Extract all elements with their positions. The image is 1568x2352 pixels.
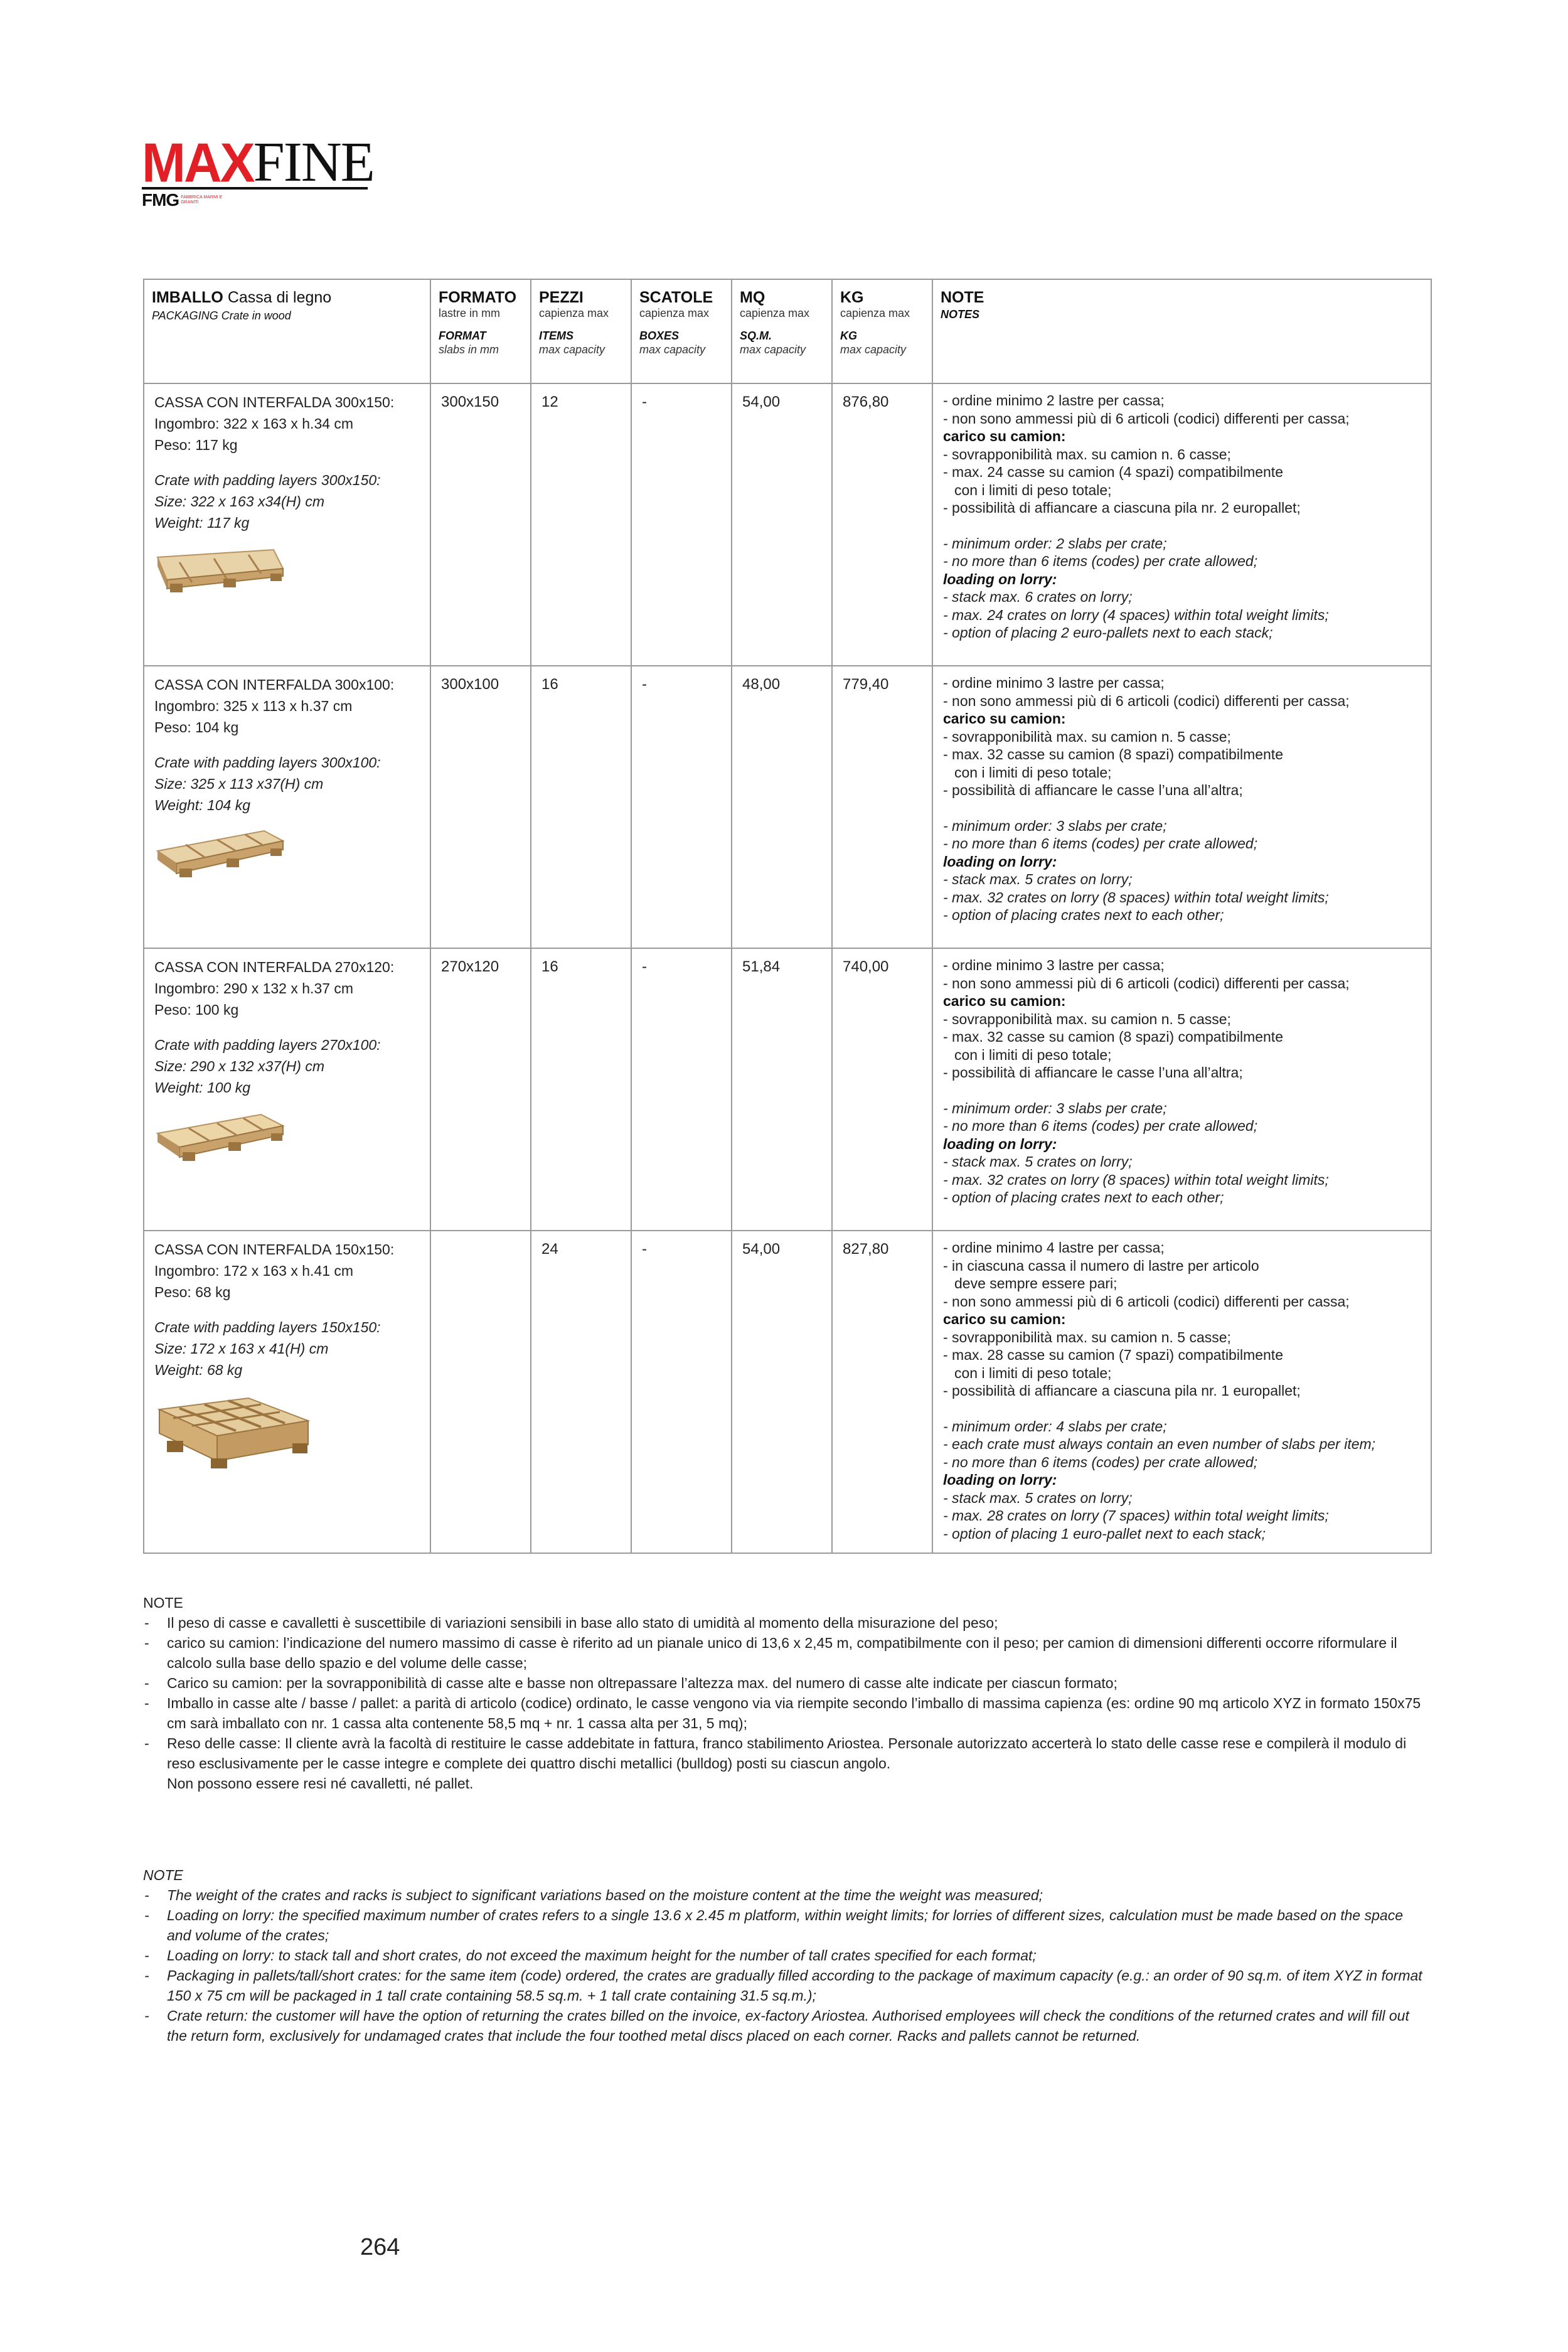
note-line: - stack max. 5 crates on lorry;	[943, 1153, 1133, 1170]
note-line: - non sono ammessi più di 6 articoli (codici) differenti per cassa;	[943, 410, 1350, 427]
notes-title: NOTE	[143, 1867, 183, 1883]
note-line: - ordine minimo 4 lastre per cassa;	[943, 1239, 1165, 1256]
crate-weight-it: Peso: 117 kg	[154, 437, 238, 453]
note-heading: carico su camion:	[943, 993, 1066, 1009]
note-line: con i limiti di peso totale;	[954, 1364, 1112, 1381]
header-sqm-title: MQ	[740, 289, 765, 306]
sqm-cell: 54,00	[732, 1231, 832, 1553]
header-boxes-en-sub: max capacity	[639, 343, 706, 356]
note-line: - option of placing 2 euro-pallets next to each stack;	[943, 624, 1273, 641]
logo-fmg-subtext: FABBRICA MARMI E GRANITI	[181, 195, 223, 205]
note-line: - no more than 6 items (codes) per crate allowed;	[943, 835, 1258, 852]
boxes-cell: -	[631, 666, 732, 948]
header-items-en-sub: max capacity	[539, 343, 605, 356]
note-item: Non possono essere resi né cavalletti, né pallet.	[167, 1775, 474, 1792]
header-kg-title: KG	[840, 289, 864, 306]
packaging-table	[143, 279, 1432, 1554]
logo-fine-text: FINE	[253, 131, 374, 193]
note-item: - Il peso di casse e cavalletti è suscettibile di variazioni sensibili in base allo stato di umidità al momento della misurazione del peso;	[144, 1615, 998, 1631]
crate-name-it: CASSA CON INTERFALDA 300x100:	[154, 676, 395, 693]
note-line: - option of placing crates next to each other;	[943, 907, 1224, 923]
note-item: - Crate return: the customer will have the option of returning the crates billed on the invoice, ex-factory Ariostea. Authorised employees will check the conditions of the returned crates and will fill out the return form, exclusively for undamaged crates that include the four toothed metal discs placed on each corner. Racks and pallets cannot be returned.	[144, 2007, 1409, 2044]
items-cell: 16	[531, 666, 631, 948]
crate-size-en: Size: 325 x 113 x37(H) cm	[154, 776, 324, 792]
note-heading: loading on lorry:	[943, 853, 1057, 870]
header-notes-en: NOTES	[941, 308, 980, 321]
sqm-cell: 54,00	[732, 383, 832, 666]
note-line: - no more than 6 items (codes) per crate allowed;	[943, 1118, 1258, 1134]
note-line: - ordine minimo 3 lastre per cassa;	[943, 675, 1165, 691]
note-line: - minimum order: 4 slabs per crate;	[943, 1418, 1167, 1435]
note-line: - max. 24 crates on lorry (4 spaces) within total weight limits;	[943, 606, 1329, 623]
note-line: - max. 28 casse su camion (7 spazi) compatibilmente	[943, 1347, 1283, 1363]
crate-name-en: Crate with padding layers 300x100:	[154, 754, 381, 771]
note-line: con i limiti di peso totale;	[954, 481, 1112, 498]
header-format-en-sub: slabs in mm	[439, 343, 499, 356]
note-line: - max. 32 casse su camion (8 spazi) compatibilmente	[943, 1029, 1283, 1045]
crate-name-en: Crate with padding layers 150x150:	[154, 1319, 381, 1335]
crate-photo	[154, 826, 286, 882]
notes-cell	[932, 666, 1431, 948]
note-item: - carico su camion: l’indicazione del numero massimo di casse è riferito ad un pianale unico di 13,6 x 2,45 m, compatibilmente con il peso; per camion di dimensioni differenti occorre riformulare il calcolo sulla base dello spazio e del volume delle casse;	[144, 1635, 1397, 1671]
table-row	[144, 383, 1431, 666]
header-packaging-it-bold: IMBALLO	[152, 289, 223, 306]
logo-wordmark	[142, 131, 374, 194]
crate-photo	[154, 1108, 286, 1165]
format-cell	[430, 1231, 531, 1553]
crate-weight-en: Weight: 104 kg	[154, 797, 251, 813]
boxes-cell: -	[631, 383, 732, 666]
crate-photo	[154, 543, 286, 600]
note-item: - Loading on lorry: to stack tall and short crates, do not exceed the maximum height for the number of tall crates specified for each format;	[144, 1947, 1037, 1964]
header-kg-sub: capienza max	[840, 307, 910, 319]
note-line: - non sono ammessi più di 6 articoli (codici) differenti per cassa;	[943, 692, 1350, 709]
crate-size-it: Ingombro: 325 x 113 x h.37 cm	[154, 698, 353, 714]
header-sqm	[732, 279, 832, 383]
logo-fmg-text: FMG	[142, 190, 179, 210]
note-line: - option of placing 1 euro-pallet next to each stack;	[943, 1525, 1266, 1542]
note-line: - possibilità di affiancare a ciascuna pila nr. 2 europallet;	[943, 500, 1301, 516]
note-line: - stack max. 5 crates on lorry;	[943, 1489, 1133, 1506]
note-line: - minimum order: 3 slabs per crate;	[943, 817, 1167, 834]
items-cell: 12	[531, 383, 631, 666]
format-cell: 270x120	[430, 948, 531, 1231]
note-line: - no more than 6 items (codes) per crate allowed;	[943, 553, 1258, 569]
note-line: - possibilità di affiancare le casse l’una all’altra;	[943, 782, 1243, 798]
items-cell: 16	[531, 948, 631, 1231]
header-boxes-en: BOXES	[639, 329, 680, 342]
note-line: - ordine minimo 2 lastre per cassa;	[943, 392, 1165, 409]
notes-cell	[932, 948, 1431, 1231]
crate-photo	[154, 1391, 311, 1472]
header-boxes-title: SCATOLE	[639, 289, 713, 306]
crate-name-en: Crate with padding layers 300x150:	[154, 472, 381, 488]
format-cell: 300x150	[430, 383, 531, 666]
note-line: - minimum order: 2 slabs per crate;	[943, 535, 1167, 552]
table-row	[144, 1231, 1431, 1553]
header-items-en: ITEMS	[539, 329, 574, 342]
header-notes	[932, 279, 1431, 383]
note-item: - Loading on lorry: the specified maximum number of crates refers to a single 13.6 x 2.45 m platform, within weight limits; for lorries of different sizes, calculation must be made based on the space and volume of the crates;	[144, 1907, 1403, 1943]
crate-size-it: Ingombro: 290 x 132 x h.37 cm	[154, 980, 354, 997]
logo-max-text: MAX	[142, 131, 253, 194]
items-cell: 24	[531, 1231, 631, 1553]
note-heading: carico su camion:	[943, 428, 1066, 444]
boxes-cell: -	[631, 948, 732, 1231]
header-packaging-en: Crate in wood	[218, 309, 291, 322]
note-line: - max. 32 casse su camion (8 spazi) compatibilmente	[943, 746, 1283, 762]
packaging-cell	[144, 666, 430, 948]
crate-name-it: CASSA CON INTERFALDA 270x120:	[154, 959, 395, 975]
header-items-sub: capienza max	[539, 307, 609, 319]
crate-weight-en: Weight: 68 kg	[154, 1362, 243, 1378]
note-line: - in ciascuna cassa il numero di lastre per articolo	[943, 1257, 1259, 1274]
note-line: - sovrapponibilità max. su camion n. 5 casse;	[943, 1010, 1231, 1027]
notes-cell	[932, 1231, 1431, 1553]
logo-subbrand	[142, 191, 368, 209]
header-sqm-sub: capienza max	[740, 307, 810, 319]
table-row	[144, 948, 1431, 1231]
crate-size-en: Size: 322 x 163 x34(H) cm	[154, 493, 325, 510]
crate-size-en: Size: 290 x 132 x37(H) cm	[154, 1058, 325, 1074]
header-sqm-en-sub: max capacity	[740, 343, 806, 356]
header-boxes-sub: capienza max	[639, 307, 710, 319]
note-line: - minimum order: 3 slabs per crate;	[943, 1099, 1167, 1116]
header-packaging-en-bold: PACKAGING	[152, 309, 218, 322]
kg-cell: 827,80	[832, 1231, 932, 1553]
note-line: - each crate must always contain an even number of slabs per item;	[943, 1436, 1376, 1452]
header-format	[430, 279, 531, 383]
header-format-sub: lastre in mm	[439, 307, 501, 319]
notes-italian	[143, 1593, 1431, 1793]
note-line: - stack max. 5 crates on lorry;	[943, 871, 1133, 887]
note-line: - non sono ammessi più di 6 articoli (codici) differenti per cassa;	[943, 1293, 1350, 1310]
header-format-title: FORMATO	[439, 289, 517, 306]
header-items	[531, 279, 631, 383]
table-row	[144, 666, 1431, 948]
note-line: - non sono ammessi più di 6 articoli (codici) differenti per cassa;	[943, 975, 1350, 992]
note-line: - sovrapponibilità max. su camion n. 6 casse;	[943, 446, 1231, 462]
note-heading: loading on lorry:	[943, 1135, 1057, 1152]
note-line: - no more than 6 items (codes) per crate allowed;	[943, 1453, 1258, 1470]
notes-cell	[932, 383, 1431, 666]
header-notes-title: NOTE	[941, 289, 984, 306]
table-header-row	[144, 279, 1431, 383]
crate-name-en: Crate with padding layers 270x100:	[154, 1037, 381, 1053]
note-line: - max. 32 crates on lorry (8 spaces) within total weight limits;	[943, 889, 1329, 906]
packaging-cell	[144, 948, 430, 1231]
format-cell: 300x100	[430, 666, 531, 948]
header-kg	[832, 279, 932, 383]
header-kg-en-sub: max capacity	[840, 343, 907, 356]
notes-title: NOTE	[143, 1595, 183, 1611]
note-heading: carico su camion:	[943, 710, 1066, 727]
notes-english	[143, 1865, 1431, 2046]
note-item: - Packaging in pallets/tall/short crates: for the same item (code) ordered, the crates are gradually filled according to the package of maximum capacity (e.g.: an order of 90 sq.m. of item XYZ in format 150 x 75 cm will be packaged in 1 tall crate containing 58.5 sq.m. + 1 tall crate containing 31.5 sq.m.);	[144, 1967, 1422, 2004]
packaging-cell	[144, 1231, 430, 1553]
packaging-cell	[144, 383, 430, 666]
boxes-cell: -	[631, 1231, 732, 1553]
kg-cell: 740,00	[832, 948, 932, 1231]
note-line: - max. 28 crates on lorry (7 spaces) within total weight limits;	[943, 1507, 1329, 1524]
crate-weight-en: Weight: 117 kg	[154, 515, 250, 531]
crate-weight-en: Weight: 100 kg	[154, 1079, 251, 1096]
note-line: - option of placing crates next to each other;	[943, 1189, 1224, 1205]
crate-name-it: CASSA CON INTERFALDA 150x150:	[154, 1241, 395, 1258]
kg-cell: 876,80	[832, 383, 932, 666]
sqm-cell: 48,00	[732, 666, 832, 948]
header-items-title: PEZZI	[539, 289, 584, 306]
note-line: con i limiti di peso totale;	[954, 1046, 1112, 1063]
kg-cell: 779,40	[832, 666, 932, 948]
header-sqm-en: SQ.M.	[740, 329, 772, 342]
header-boxes	[631, 279, 732, 383]
note-line: - ordine minimo 3 lastre per cassa;	[943, 957, 1165, 973]
note-line: - possibilità di affiancare le casse l’una all’altra;	[943, 1064, 1243, 1081]
crate-weight-it: Peso: 100 kg	[154, 1002, 239, 1018]
crate-name-it: CASSA CON INTERFALDA 300x150:	[154, 394, 395, 410]
note-line: con i limiti di peso totale;	[954, 764, 1112, 781]
note-line: - max. 32 crates on lorry (8 spaces) within total weight limits;	[943, 1171, 1329, 1188]
note-line: - max. 24 casse su camion (4 spazi) compatibilmente	[943, 464, 1283, 480]
note-line: deve sempre essere pari;	[954, 1275, 1117, 1291]
note-line: - possibilità di affiancare a ciascuna pila nr. 1 europallet;	[943, 1382, 1301, 1399]
note-item: - Imballo in casse alte / basse / pallet: a parità di articolo (codice) ordinato, le casse vengono via via riempite secondo l’imballo di massima capienza (es: ordine 90 mq articolo XYZ in formato 150x75 cm sarà imballato con nr. 1 cassa alta contenente 58,5 mq + nr. 1 cassa alta per 31, 5 mq);	[144, 1695, 1421, 1731]
crate-weight-it: Peso: 68 kg	[154, 1284, 231, 1300]
note-line: - sovrapponibilità max. su camion n. 5 casse;	[943, 728, 1231, 745]
sqm-cell: 51,84	[732, 948, 832, 1231]
header-packaging	[144, 279, 430, 383]
note-item: - The weight of the crates and racks is subject to significant variations based on the moisture content at the time the weight was measured;	[144, 1887, 1043, 1903]
crate-size-en: Size: 172 x 163 x 41(H) cm	[154, 1340, 329, 1357]
note-line: - sovrapponibilità max. su camion n. 5 casse;	[943, 1328, 1231, 1345]
note-item: - Carico su camion: per la sovrapponibilità di casse alte e basse non oltrepassare l’altezza max. del numero di casse alte indicate per ciascun formato;	[144, 1675, 1117, 1691]
header-kg-en: KG	[840, 329, 857, 342]
crate-size-it: Ingombro: 172 x 163 x h.41 cm	[154, 1263, 354, 1279]
crate-weight-it: Peso: 104 kg	[154, 719, 239, 735]
note-line: - stack max. 6 crates on lorry;	[943, 589, 1133, 605]
note-heading: loading on lorry:	[943, 570, 1057, 587]
brand-logo	[142, 131, 374, 210]
note-item: - Reso delle casse: Il cliente avrà la facoltà di restituire le casse addebitate in fattura, franco stabilimento Ariostea. Personale autorizzato accerterà lo stato delle casse rese e compilerà il modulo di reso esclusivamente per le casse integre e complete dei quattro dischi metallici (bulldog) posti su ciascun angolo.	[144, 1735, 1407, 1772]
note-heading: loading on lorry:	[943, 1472, 1057, 1488]
crate-size-it: Ingombro: 322 x 163 x h.34 cm	[154, 415, 354, 432]
note-heading: carico su camion:	[943, 1311, 1066, 1327]
page-number: 264	[360, 2234, 400, 2260]
header-format-en: FORMAT	[439, 329, 486, 342]
header-packaging-it: Cassa di legno	[223, 289, 332, 306]
